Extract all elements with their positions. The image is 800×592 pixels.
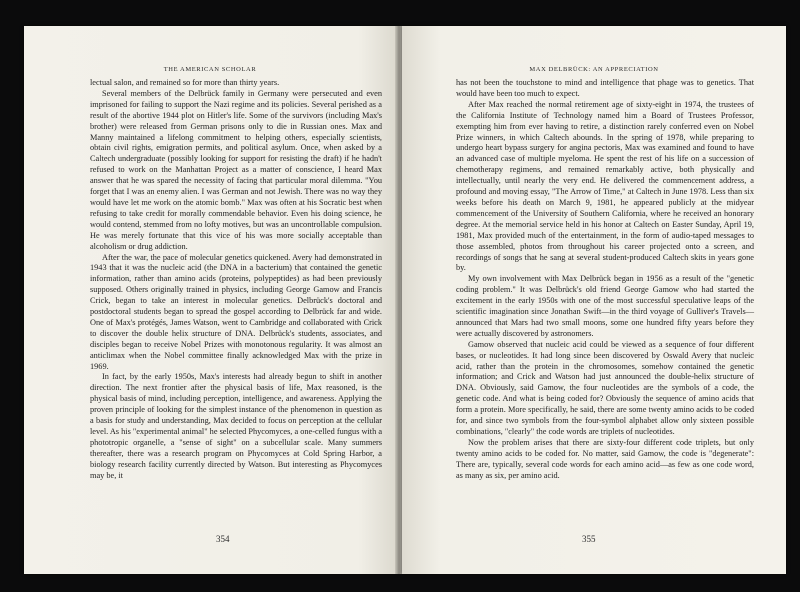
right-paragraph-5: Now the problem arises that there are sixty-four different code triplets, but only twenty amino acids to be coded for. No matter, said Gamow, the code is "degenerate": There are, typically, several code words for each amino acid—as few as one code word, as many as six, per amino acid.: [456, 437, 754, 480]
right-text-block: [456, 78, 754, 482]
right-paragraph-1: has not been the touchstone to mind and intelligence that phage was to genetics. That would have been too much to expect.: [456, 78, 754, 98]
right-paragraph-4: Gamow observed that nucleic acid could be viewed as a sequence of four different bases, or nucleotides. It had long since been discovered by Oswald Avery that nucleic acid, rather than the protein in the chromosomes, somehow contained the genetic information; and Crick and Watson had just announced the double-helix structure of DNA. Obviously, said Gamow, the four nucleotides are the symbols of a code, the genetic code. And what is being coded for? Obviously the sequence of amino acids that form a protein. More specifically, he said, there are some twenty amino acids to be coded for, and since two symbols from the four-symbol alphabet allow only sixteen possible combinations, "clearly" the code words are triplets of nucleotides.: [456, 339, 754, 436]
left-paragraph-2: Several members of the Delbrück family in Germany were persecuted and even imprisoned for failing to support the Nazi regime and its policies. Several perished as a result of the abortive 1944 plot on Hitler's life. Some of the survivors (including Max's brother) were released from German prisons only to die in Russian ones. Max and Manny maintained a lifelong commitment to helping others, especially scientists, obtain civil rights, emigration permits, and political asylum. Once, when asked by a Caltech undergraduate (possibly looking for support for resisting the draft) if he hadn't refused to work on the Manhattan Project as a matter of conscience, I heard Max answer that he was spared the necessity of facing that particular moral dilemma. "You forget that I was an enemy alien. I was German and not Jewish. There was no way they would have let me work on the atomic bomb." Max was often at his Socratic best when refusing to take credit for morally commendable behavior. Even his doing science, he would contend, stemmed from no lofty motives, but was an uncontrollable compulsion. He was merely fortunate that this vice of his was more socially acceptable than alcoholism or drug addiction.: [90, 88, 382, 251]
right-running-head: MAX DELBRÜCK: AN APPRECIATION: [529, 66, 659, 73]
left-page-number: 354: [216, 534, 230, 544]
left-paragraph-3: After the war, the pace of molecular genetics quickened. Avery had demonstrated in 1943 that it was the nucleic acid (the DNA in a bacterium) that contained the genetic information, rather than amino acids (proteins, polypeptides) as had been previously supposed. Others originally trained in physics, including George Gamow and Francis Crick, began to take an interest in molecular genetics. Delbrück's doctoral and postdoctoral students began to spread the gospel according to Delbrück far and wide. One of Max's protégés, James Watson, went to Cambridge and collaborated with Crick to discover the double helix structure of DNA. Delbrück's students, associates, and disciples began to receive Nobel Prizes with monotonous regularity. It was almost an anticlimax when the Nobel committee finally acknowledged Max with the prize in 1969.: [90, 252, 382, 371]
right-paragraph-3: My own involvement with Max Delbrück began in 1956 as a result of the "genetic coding problem." It was Delbrück's old friend George Gamow who had started the excitement in the early 1950s with one of the most successful speculative leaps of the scientific imagination since Jonathan Swift—in the third voyage of Gulliver's Travels—announced that Mars had two small moons, some one hundred fifty years before they were actually discovered by astronomers.: [456, 274, 754, 338]
left-page: [24, 26, 396, 574]
right-page-number: 355: [582, 534, 596, 544]
right-paragraph-2: After Max reached the normal retirement age of sixty-eight in 1974, the trustees of the California Institute of Technology named him a Board of Trustees Professor, exempting him from ever having to retire, a distinction rarely conferred even on Nobel Prize winners, in which Caltech abounds. In the spring of 1978, while preparing to undergo heart bypass surgery for angina pectoris, Max was examined and found to have an advanced case of multiple myeloma. He spent the rest of his life on a succession of chemotherapy regimens, and remained remarkably active, both physically and intellectually, until nearly the very end. He delivered the commencement address, a profound and moving essay, "The Arrow of Time," at Caltech in June 1978. Less than six weeks before his death on March 9, 1981, he appeared publicly at the midyear commencement of the University of Southern California, where he received an honorary degree. At the memorial service held in his honor at Caltech on Easter Sunday, April 19, 1981, Max provided much of the entertainment, in the form of audio-taped messages to those assembled, photos from throughout his career projected onto a screen, and recordings of songs that he sang at several student-produced Caltech skits in years gone by.: [456, 99, 754, 273]
left-paragraph-4: In fact, by the early 1950s, Max's interests had already begun to shift in another direction. The next frontier after the physical basis of life, Max reasoned, is the physical basis of mind, including perception, intelligence, and awareness. Applying the proven principle of looking for the simplest instance of the phenomenon in question as a basis for study and understanding, Max decided to focus on perception at the cellular level. As his "experimental animal" he selected Phycomyces, a one-celled fungus with a phototropic organelle, a "sense of sight" on a subcellular scale. Many summers thereafter, there was a research program on Phycomyces at Cold Spring Harbor, a biology research facility currently directed by Watson. But interesting as Phycomyces may be, it: [90, 372, 383, 480]
left-paragraph-1: lectual salon, and remained so for more than thirty years.: [90, 78, 280, 87]
right-page: [402, 26, 786, 574]
left-running-head: THE AMERICAN SCHOLAR: [163, 66, 257, 73]
left-text-block: [90, 78, 382, 482]
